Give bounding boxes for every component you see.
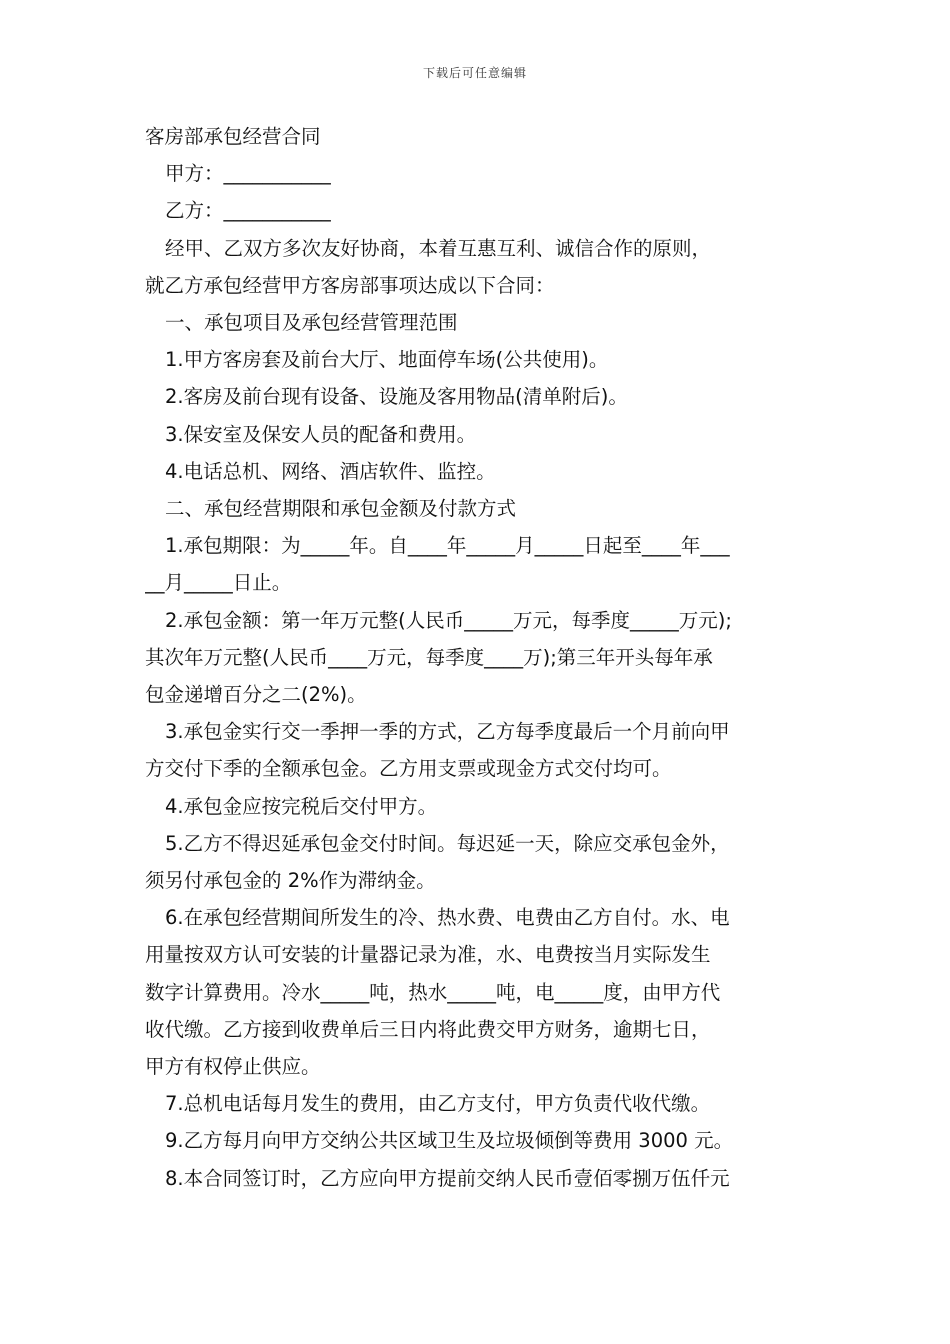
contract-title: 客房部承包经营合同 — [145, 125, 321, 148]
clause-line: 8.本合同签订时，乙方应向甲方提前交纳人民币壹佰零捌万伍仟元 — [165, 1166, 730, 1190]
clause-line: 收代缴。乙方接到收费单后三日内将此费交甲方财务，逾期七日， — [145, 1017, 711, 1041]
party-a-line: 甲方：___________ — [165, 162, 331, 186]
clause-line: 5.乙方不得迟延承包金交付时间。每迟延一天，除应交承包金外， — [165, 831, 730, 855]
section-heading: 一、承包项目及承包经营管理范围 — [165, 311, 458, 335]
clause-line: 1.甲方客房套及前台大厅、地面停车场(公共使用)。 — [165, 348, 609, 372]
clause-line: 6.在承包经营期间所发生的冷、热水费、电费由乙方自付。水、电 — [165, 906, 730, 930]
clause-line: 甲方有权停止供应。 — [145, 1055, 321, 1079]
contract-body — [145, 118, 810, 1197]
clause-line: 数字计算费用。冷水_____吨，热水_____吨，电_____度，由甲方代 — [145, 980, 721, 1004]
clause-line: __月_____日止。 — [145, 571, 292, 595]
clause-line: 3.承包金实行交一季押一季的方式，乙方每季度最后一个月前向甲 — [165, 720, 730, 744]
intro-paragraph-line: 经甲、乙双方多次友好协商，本着互惠互利、诚信合作的原则， — [165, 236, 712, 260]
clause-line: 3.保安室及保安人员的配备和费用。 — [165, 422, 477, 446]
intro-paragraph-line: 就乙方承包经营甲方客房部事项达成以下合同： — [145, 273, 555, 297]
clause-line: 4.承包金应按完税后交付甲方。 — [165, 794, 438, 818]
clause-line: 4.电话总机、网络、酒店软件、监控。 — [165, 459, 496, 483]
section-heading: 二、承包经营期限和承包金额及付款方式 — [165, 497, 517, 521]
clause-line: 7.总机电话每月发生的费用，由乙方支付，甲方负责代收代缴。 — [165, 1092, 711, 1116]
clause-line: 须另付承包金的 2%作为滞纳金。 — [145, 869, 436, 893]
clause-line: 包金递增百分之二(2%)。 — [145, 683, 367, 707]
clause-line: 方交付下季的全额承包金。乙方用支票或现金方式交付均可。 — [145, 757, 672, 781]
clause-line: 其次年万元整(人民币____万元，每季度____万);第三年开头每年承 — [145, 645, 713, 669]
page-header-note: 下载后可任意编辑 — [422, 66, 527, 80]
clause-line: 9.乙方每月向甲方交纳公共区域卫生及垃圾倾倒等费用 3000 元。 — [165, 1129, 734, 1153]
clause-line: 2.客房及前台现有设备、设施及客用物品(清单附后)。 — [165, 385, 628, 409]
clause-line: 1.承包期限：为_____年。自____年_____月_____日起至____年___ — [165, 534, 730, 558]
clause-line: 用量按双方认可安装的计量器记录为准，水、电费按当月实际发生 — [145, 943, 711, 967]
party-b-line: 乙方：___________ — [165, 199, 331, 223]
clause-line: 2.承包金额：第一年万元整(人民币_____万元，每季度_____万元); — [165, 608, 732, 632]
